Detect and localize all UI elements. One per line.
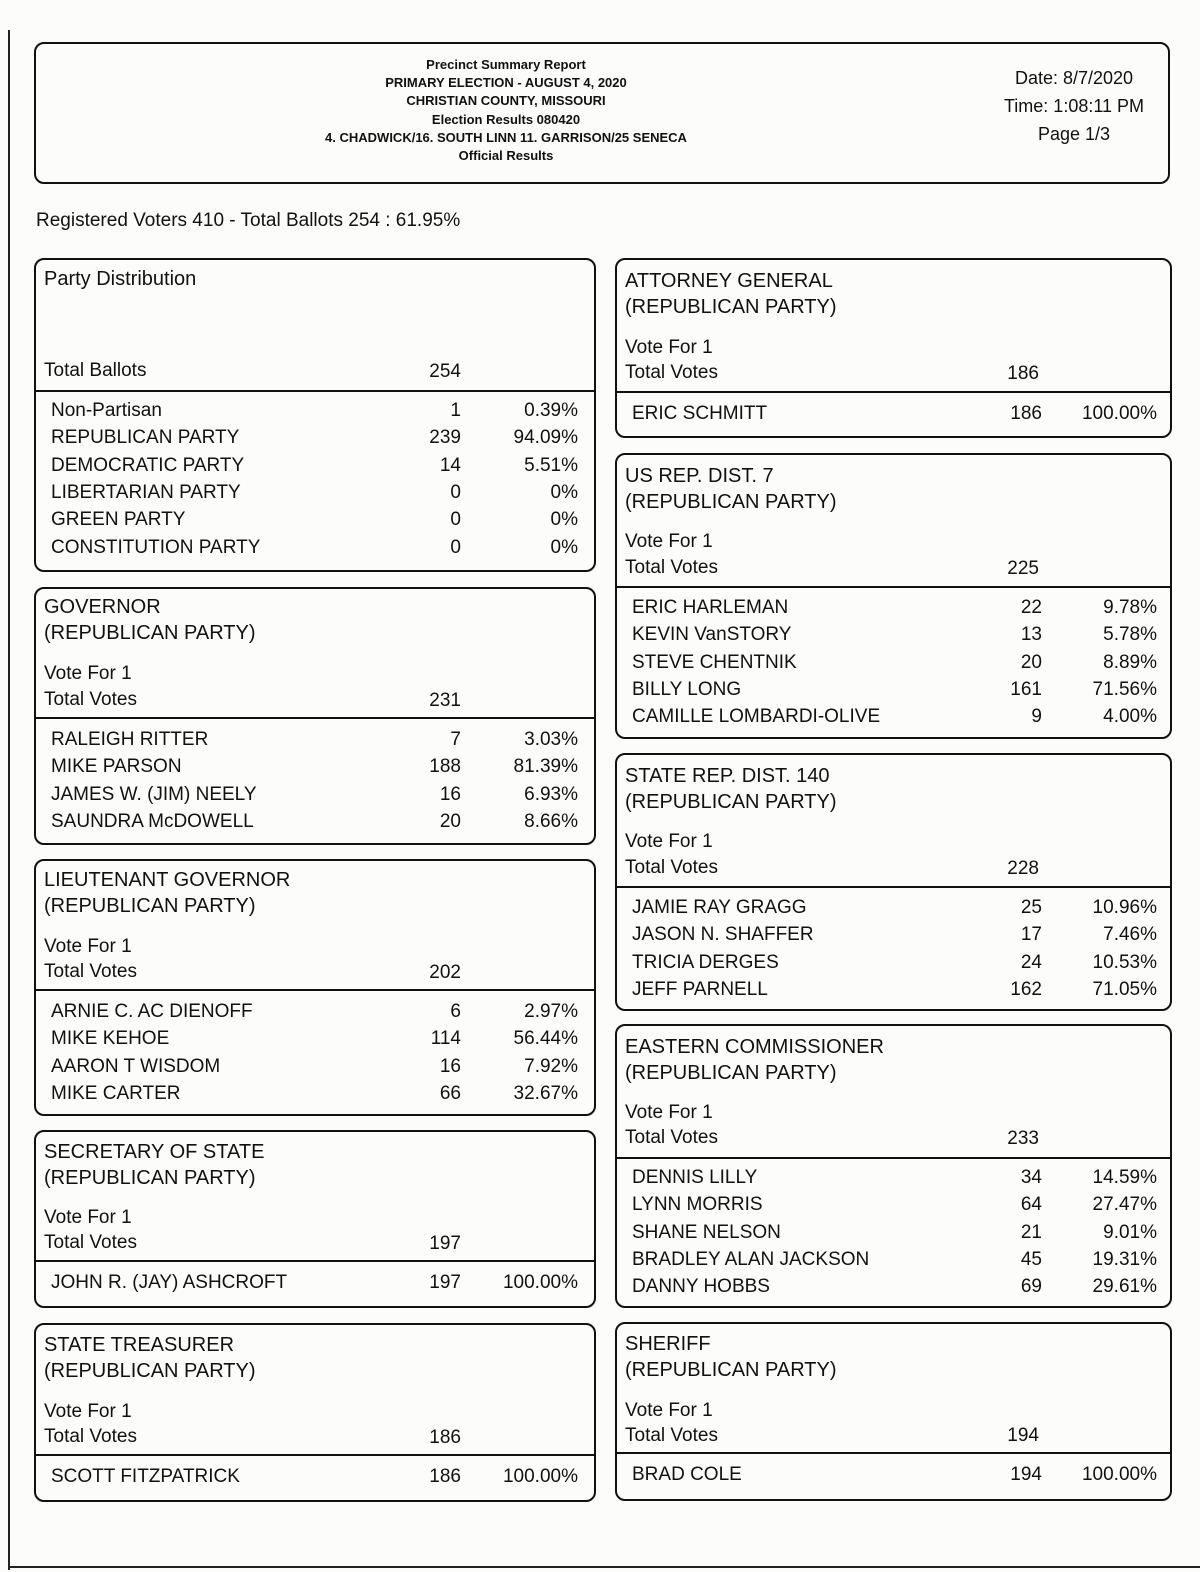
- table-row: [36, 397, 594, 424]
- candidate-row: [36, 753, 594, 780]
- candidate-percent: 9.78%: [1103, 597, 1157, 618]
- contest-title: SHERIFF: [625, 1333, 711, 1355]
- candidate-votes: 45: [1020, 1248, 1042, 1270]
- contest-party: (REPUBLICAN PARTY): [625, 791, 837, 813]
- candidate-votes: 186: [429, 1466, 461, 1487]
- box-divider: [36, 717, 594, 719]
- candidate-name: CAMILLE LOMBARDI-OLIVE: [632, 706, 881, 728]
- box-title: Party Distribution: [44, 268, 197, 290]
- party-name: REPUBLICAN PARTY: [51, 427, 240, 449]
- vote-for-label: Vote For 1: [44, 1207, 132, 1228]
- vote-for-label: Vote For 1: [44, 936, 132, 957]
- report-header-titles: [216, 56, 796, 165]
- candidate-row: [617, 949, 1170, 976]
- party-ballots: 14: [439, 454, 461, 476]
- contest-title: US REP. DIST. 7: [625, 465, 774, 487]
- contest-attorney-general: [615, 258, 1172, 438]
- candidate-row: [617, 621, 1170, 648]
- candidate-name: STEVE CHENTNIK: [632, 651, 797, 673]
- candidate-name: JASON N. SHAFFER: [632, 924, 814, 946]
- report-title: Precinct Summary Report: [426, 57, 586, 72]
- candidate-row: [617, 894, 1170, 921]
- candidate-votes: 34: [1020, 1167, 1042, 1188]
- contest-lieutenant-governor: [34, 859, 596, 1116]
- table-row: [36, 506, 594, 533]
- total-votes-value: 225: [1007, 558, 1039, 579]
- total-votes-label: Total Votes: [44, 961, 137, 982]
- candidate-votes: 9: [1031, 706, 1042, 728]
- candidate-percent: 81.39%: [513, 756, 578, 778]
- candidate-percent: 100.00%: [502, 1466, 578, 1487]
- contest-secretary-of-state: [34, 1130, 596, 1308]
- candidate-name: JAMIE RAY GRAGG: [632, 897, 807, 918]
- vote-for-label: Vote For 1: [44, 663, 132, 684]
- total-votes-value: 231: [429, 690, 461, 711]
- total-votes-value: 194: [1007, 1425, 1039, 1446]
- candidate-votes: 24: [1020, 951, 1042, 973]
- table-row: [36, 534, 594, 561]
- candidate-votes: 69: [1020, 1276, 1042, 1298]
- candidate-percent: 7.46%: [1103, 924, 1157, 946]
- candidate-votes: 162: [1010, 978, 1042, 1000]
- contest-title: ATTORNEY GENERAL: [625, 270, 833, 292]
- total-votes-label: Total Votes: [625, 1127, 718, 1148]
- total-votes-label: Total Votes: [44, 689, 137, 710]
- candidate-percent: 100.00%: [502, 1272, 578, 1293]
- candidate-votes: 186: [1010, 403, 1042, 424]
- candidate-row: [36, 1053, 594, 1080]
- total-votes-label: Total Votes: [625, 362, 718, 383]
- candidate-percent: 100.00%: [1081, 1464, 1157, 1485]
- candidate-percent: 9.01%: [1103, 1221, 1157, 1243]
- candidate-name: TRICIA DERGES: [632, 951, 779, 973]
- candidate-name: JEFF PARNELL: [632, 978, 768, 1000]
- turnout-summary: Registered Voters 410 - Total Ballots 254 : 61.95%: [36, 210, 461, 231]
- candidate-name: ERIC HARLEMAN: [632, 597, 789, 618]
- candidate-votes: 21: [1020, 1221, 1042, 1243]
- candidate-row: [617, 976, 1170, 1003]
- report-time: Time: 1:08:11 PM: [1003, 96, 1145, 116]
- total-votes-value: 186: [1007, 363, 1039, 384]
- candidate-row: [617, 1461, 1170, 1488]
- vote-for-label: Vote For 1: [625, 831, 713, 852]
- candidate-percent: 7.92%: [524, 1055, 578, 1077]
- candidate-percent: 4.00%: [1103, 706, 1157, 728]
- candidate-name: DENNIS LILLY: [632, 1167, 758, 1188]
- party-distribution-box: [34, 258, 596, 572]
- contest-party: (REPUBLICAN PARTY): [625, 296, 837, 318]
- candidate-votes: 114: [430, 1028, 461, 1050]
- candidate-percent: 5.78%: [1103, 624, 1157, 646]
- candidate-name: MIKE CARTER: [51, 1082, 181, 1104]
- candidate-votes: 22: [1020, 597, 1042, 618]
- contest-title: LIEUTENANT GOVERNOR: [44, 869, 291, 891]
- candidate-percent: 32.67%: [513, 1082, 578, 1104]
- party-ballots: 0: [450, 509, 461, 531]
- total-votes-label: Total Votes: [44, 1232, 137, 1253]
- candidate-percent: 3.03%: [524, 729, 578, 750]
- total-votes-value: 228: [1007, 858, 1039, 879]
- contest-governor: [34, 587, 596, 845]
- candidate-row: [36, 1463, 594, 1490]
- candidate-votes: 25: [1020, 897, 1042, 918]
- page-number: Page 1/3: [1037, 124, 1111, 144]
- party-percent: 0%: [550, 536, 578, 558]
- candidate-name: LYNN MORRIS: [632, 1194, 763, 1216]
- candidate-row: [36, 1269, 594, 1296]
- candidate-percent: 19.31%: [1092, 1248, 1157, 1270]
- vote-for-label: Vote For 1: [625, 531, 713, 552]
- candidate-name: JOHN R. (JAY) ASHCROFT: [51, 1272, 288, 1293]
- party-ballots: 0: [450, 536, 461, 558]
- table-row: [36, 479, 594, 506]
- total-ballots-label: Total Ballots: [44, 360, 147, 381]
- report-header: [34, 42, 1170, 184]
- contest-title: GOVERNOR: [44, 596, 161, 618]
- contest-sheriff: [615, 1322, 1172, 1501]
- candidate-name: BILLY LONG: [632, 678, 742, 700]
- candidate-row: [36, 781, 594, 808]
- candidate-name: MIKE KEHOE: [51, 1028, 170, 1050]
- contest-party: (REPUBLICAN PARTY): [44, 1360, 256, 1382]
- candidate-name: RALEIGH RITTER: [51, 729, 209, 750]
- candidate-name: BRADLEY ALAN JACKSON: [632, 1248, 870, 1270]
- party-percent: 0%: [550, 481, 578, 503]
- candidate-row: [36, 808, 594, 835]
- candidate-row: [617, 703, 1170, 730]
- candidate-votes: 16: [439, 783, 461, 805]
- candidate-row: [617, 1219, 1170, 1246]
- party-percent: 0.39%: [524, 400, 578, 421]
- contest-party: (REPUBLICAN PARTY): [44, 622, 256, 644]
- candidate-row: [36, 998, 594, 1025]
- vote-for-label: Vote For 1: [625, 337, 713, 358]
- total-votes-value: 186: [429, 1427, 461, 1448]
- box-divider: [617, 886, 1170, 888]
- candidate-votes: 66: [439, 1082, 461, 1104]
- election-name: PRIMARY ELECTION - AUGUST 4, 2020: [385, 75, 627, 91]
- total-votes-value: 202: [429, 962, 461, 983]
- vote-for-label: Vote For 1: [625, 1400, 713, 1421]
- contest-title: STATE TREASURER: [44, 1334, 235, 1356]
- vote-for-label: Vote For 1: [44, 1401, 132, 1422]
- candidate-name: JAMES W. (JIM) NEELY: [51, 783, 257, 805]
- candidate-votes: 16: [439, 1055, 461, 1077]
- candidate-votes: 20: [1020, 651, 1042, 673]
- candidate-percent: 100.00%: [1081, 403, 1157, 424]
- candidate-votes: 13: [1020, 624, 1042, 646]
- candidate-percent: 56.44%: [513, 1028, 578, 1050]
- candidate-name: DANNY HOBBS: [632, 1276, 770, 1298]
- box-divider: [617, 1452, 1170, 1454]
- candidate-row: [617, 1273, 1170, 1300]
- party-name: CONSTITUTION PARTY: [51, 536, 261, 558]
- candidate-name: BRAD COLE: [632, 1464, 742, 1485]
- precinct-list: 4. CHADWICK/16. SOUTH LINN 11. GARRISON/25 SENECA: [325, 129, 687, 145]
- candidate-name: MIKE PARSON: [51, 756, 182, 778]
- candidate-name: ARNIE C. AC DIENOFF: [51, 1001, 253, 1022]
- candidate-percent: 8.66%: [524, 810, 578, 832]
- party-name: LIBERTARIAN PARTY: [51, 481, 241, 503]
- candidate-votes: 64: [1020, 1194, 1042, 1216]
- candidate-percent: 71.05%: [1092, 978, 1157, 1000]
- contest-state-rep-dist-140: [615, 753, 1172, 1011]
- candidate-percent: 10.53%: [1092, 951, 1157, 973]
- total-votes-value: 197: [429, 1233, 461, 1254]
- party-ballots: 239: [429, 427, 461, 449]
- total-votes-label: Total Votes: [44, 1426, 137, 1447]
- candidate-row: [617, 676, 1170, 703]
- candidate-votes: 161: [1010, 678, 1042, 700]
- total-votes-label: Total Votes: [625, 557, 718, 578]
- county-name: CHRISTIAN COUNTY, MISSOURI: [406, 93, 606, 109]
- party-percent: 94.09%: [513, 427, 578, 449]
- contest-party: (REPUBLICAN PARTY): [625, 491, 837, 513]
- page-frame-bottom: [8, 1566, 1200, 1568]
- page-frame-left: [8, 30, 10, 1570]
- box-divider: [36, 989, 594, 991]
- contest-party: (REPUBLICAN PARTY): [625, 1062, 837, 1084]
- total-votes-label: Total Votes: [625, 857, 718, 878]
- contest-title: EASTERN COMMISSIONER: [625, 1036, 884, 1058]
- candidate-name: SCOTT FITZPATRICK: [51, 1466, 240, 1487]
- candidate-votes: 20: [439, 810, 461, 832]
- candidate-row: [617, 1246, 1170, 1273]
- candidate-votes: 6: [450, 1001, 461, 1022]
- table-row: [36, 424, 594, 451]
- contest-title: SECRETARY OF STATE: [44, 1141, 265, 1163]
- box-divider: [617, 586, 1170, 588]
- report-meta: [984, 64, 1164, 148]
- contest-us-rep-dist-7: [615, 453, 1172, 739]
- contest-title: STATE REP. DIST. 140: [625, 765, 830, 787]
- party-ballots: 1: [450, 400, 461, 421]
- candidate-row: [617, 594, 1170, 621]
- party-ballots: 0: [450, 481, 461, 503]
- contest-party: (REPUBLICAN PARTY): [44, 895, 256, 917]
- candidate-row: [617, 1164, 1170, 1191]
- candidate-row: [36, 726, 594, 753]
- party-name: Non-Partisan: [51, 400, 162, 421]
- results-id: Election Results 080420: [431, 111, 581, 127]
- candidate-votes: 194: [1010, 1464, 1042, 1485]
- candidate-percent: 14.59%: [1092, 1167, 1157, 1188]
- box-divider: [36, 1454, 594, 1456]
- total-votes-label: Total Votes: [625, 1425, 718, 1446]
- candidate-percent: 71.56%: [1092, 678, 1157, 700]
- candidate-votes: 17: [1020, 924, 1042, 946]
- total-votes-value: 233: [1007, 1128, 1039, 1149]
- box-divider: [617, 1157, 1170, 1159]
- candidate-percent: 6.93%: [524, 783, 578, 805]
- candidate-percent: 8.89%: [1103, 651, 1157, 673]
- candidate-name: SAUNDRA McDOWELL: [51, 810, 254, 832]
- candidate-name: AARON T WISDOM: [51, 1055, 221, 1077]
- table-row: [36, 452, 594, 479]
- box-divider: [617, 391, 1170, 393]
- contest-state-treasurer: [34, 1323, 596, 1502]
- candidate-name: ERIC SCHMITT: [632, 403, 768, 424]
- report-date: Date: 8/7/2020: [1014, 68, 1134, 88]
- candidate-row: [36, 1025, 594, 1052]
- total-ballots-value: 254: [429, 361, 461, 382]
- party-name: GREEN PARTY: [51, 509, 186, 531]
- candidate-votes: 7: [450, 729, 461, 750]
- candidate-row: [617, 400, 1170, 427]
- contest-party: (REPUBLICAN PARTY): [44, 1167, 256, 1189]
- candidate-row: [36, 1080, 594, 1107]
- candidate-row: [617, 1191, 1170, 1218]
- candidate-row: [617, 649, 1170, 676]
- candidate-name: KEVIN VanSTORY: [632, 624, 792, 646]
- candidate-percent: 29.61%: [1092, 1276, 1157, 1298]
- box-divider: [36, 1260, 594, 1262]
- party-percent: 5.51%: [524, 454, 578, 476]
- candidate-percent: 10.96%: [1092, 897, 1157, 918]
- contest-party: (REPUBLICAN PARTY): [625, 1359, 837, 1381]
- candidate-votes: 188: [429, 756, 461, 778]
- box-divider: [36, 390, 594, 392]
- party-percent: 0%: [550, 509, 578, 531]
- party-name: DEMOCRATIC PARTY: [51, 454, 245, 476]
- candidate-percent: 2.97%: [524, 1001, 578, 1022]
- candidate-row: [617, 921, 1170, 948]
- candidate-name: SHANE NELSON: [632, 1221, 781, 1243]
- vote-for-label: Vote For 1: [625, 1102, 713, 1123]
- candidate-percent: 27.47%: [1092, 1194, 1157, 1216]
- candidate-votes: 197: [429, 1272, 461, 1293]
- results-status: Official Results: [458, 148, 554, 164]
- contest-eastern-commissioner: [615, 1024, 1172, 1308]
